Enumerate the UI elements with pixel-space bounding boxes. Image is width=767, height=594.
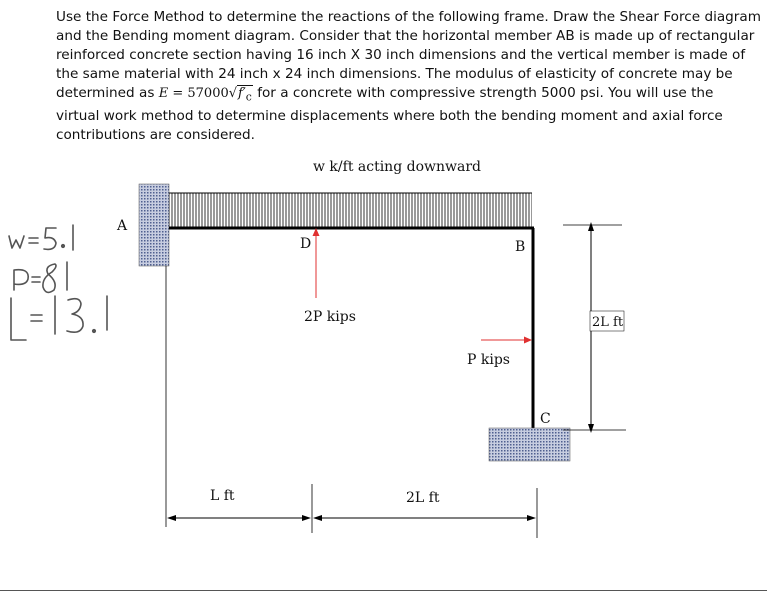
problem-line-7: contributions are considered.	[56, 126, 255, 143]
label-D: D	[300, 236, 312, 252]
dim-left-label: L ft	[210, 488, 235, 504]
fixed-support-C	[489, 428, 570, 461]
handwritten-P	[14, 262, 67, 292]
formula-equals: = 57000	[168, 86, 229, 101]
formula-subscript: c	[245, 90, 252, 104]
handwritten-L	[11, 296, 107, 340]
height-label: 2L ft	[592, 315, 624, 330]
handwritten-w	[9, 225, 73, 250]
bottom-divider	[0, 590, 767, 591]
problem-line-6: virtual work method to determine displacements where both the bending moment and axial force	[56, 107, 723, 124]
problem-line-2: and the Bending moment diagram. Consider that the horizontal member AB is made up of rectangular	[56, 28, 755, 44]
problem-line-5-suffix: for a concrete with compressive strength 5000 psi. You will use the	[252, 85, 714, 101]
problem-line-1: Use the Force Method to determine the reactions of the following frame. Draw the Shear Force diagram	[56, 9, 761, 25]
label-B: B	[515, 239, 526, 255]
problem-line-5-prefix: determined as	[56, 85, 159, 101]
problem-line-3: reinforced concrete section having 16 inch X 30 inch dimensions and the vertical member is made of	[56, 47, 746, 63]
load-label: w k/ft acting downward	[313, 159, 481, 175]
label-A: A	[117, 218, 128, 234]
force-P-label: P kips	[467, 352, 510, 368]
distributed-load	[169, 193, 532, 227]
fixed-support-A	[139, 184, 169, 266]
handwritten-notes	[9, 225, 107, 340]
force-2P-label: 2P kips	[304, 309, 356, 325]
force-2P-arrow	[313, 228, 320, 298]
force-P-arrow	[481, 337, 532, 344]
sqrt-sign: √	[228, 86, 238, 101]
formula-fc: f′	[238, 86, 246, 101]
formula-E: E	[158, 86, 169, 101]
dim-mid-label: 2L ft	[406, 490, 440, 506]
problem-line-4: the same material with 24 inch x 24 inch dimensions. The modulus of elasticity of concrete may be	[56, 66, 733, 82]
label-C: C	[540, 411, 551, 427]
